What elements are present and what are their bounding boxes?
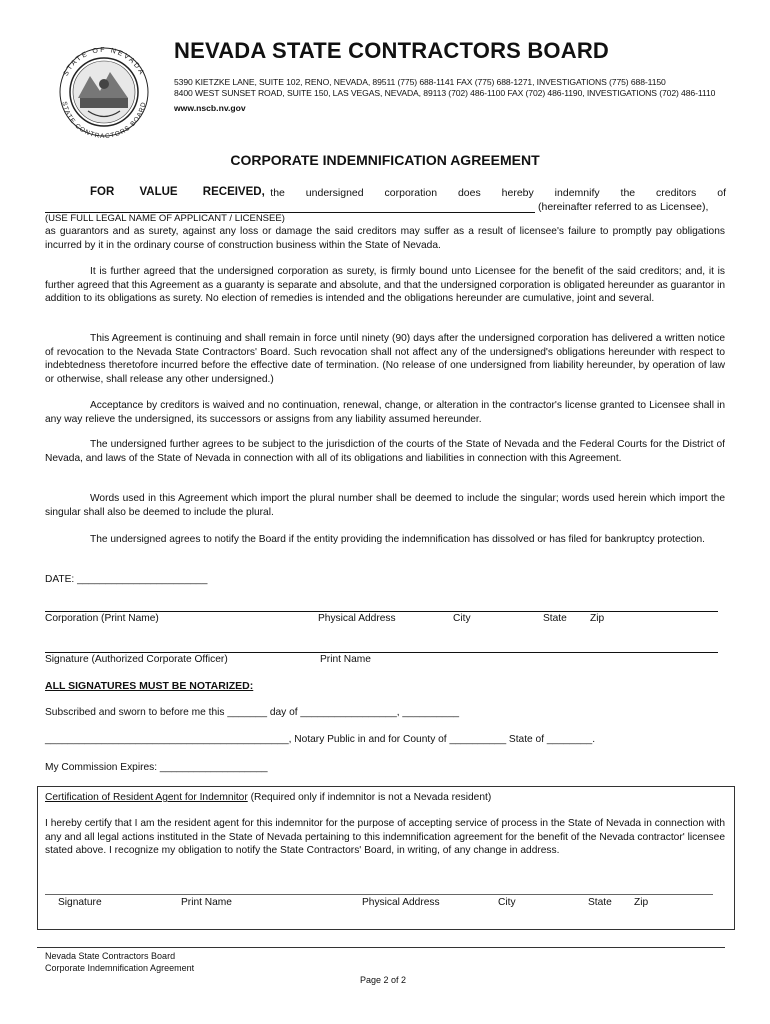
city-label: City — [453, 613, 471, 624]
board-title: NEVADA STATE CONTRACTORS BOARD — [174, 38, 609, 63]
paragraph-7: The undersigned agrees to notify the Board if the entity providing the indemnification has dissolved or has filed for bankruptcy protection. — [90, 534, 706, 545]
page-number: Page 2 of 2 — [360, 975, 407, 985]
seal-text-top: STATE OF NEVADA — [62, 46, 146, 78]
agent-signature-line[interactable] — [45, 894, 713, 895]
notary-line[interactable]: ___________________________________________, Notary Public in and for County of __________ State of ________. — [45, 734, 596, 745]
intro-rest: the undersigned corporation does hereby indemnify the creditors of — [270, 187, 726, 199]
subscribed-line[interactable]: Subscribed and sworn to before me this _______ day of _________________, __________ — [45, 707, 460, 718]
agent-physical-address-label: Physical Address — [362, 897, 440, 908]
officer-signature-label: Signature (Authorized Corporate Officer) — [45, 654, 228, 665]
physical-address-label: Physical Address — [318, 613, 396, 624]
officer-signature-line[interactable] — [45, 652, 718, 653]
paragraph-4: Acceptance by creditors is waived and no continuation, renewal, change, or alteration in the contractor's license granted to Licensee shall in any way relieve the undersigned, its successors or assigns from any liability assumed hereunder. — [45, 400, 725, 425]
address-reno: 5390 KIETZKE LANE, SUITE 102, RENO, NEVADA, 89511 (775) 688-1141 FAX (775) 688-1271, INVESTIGATIONS (775) 688-1150 — [174, 77, 666, 87]
legal-name-note: (USE FULL LEGAL NAME OF APPLICANT / LICENSEE) — [45, 213, 285, 224]
print-name-label: Print Name — [320, 654, 371, 665]
agent-zip-label: Zip — [634, 897, 649, 908]
footer-document-name: Corporate Indemnification Agreement — [45, 963, 195, 973]
zip-label: Zip — [590, 613, 605, 624]
corporation-name-label: Corporation (Print Name) — [45, 613, 159, 624]
certification-heading-row — [45, 792, 491, 803]
state-seal — [48, 36, 160, 148]
agent-city-label: City — [498, 897, 516, 908]
for-value-received: FOR VALUE RECEIVED, — [90, 186, 265, 198]
seal-text-bottom: STATE CONTRACTORS BOARD — [60, 100, 148, 141]
document-title: CORPORATE INDEMNIFICATION AGREEMENT — [230, 152, 540, 168]
date-field[interactable]: DATE: _______________________ — [45, 574, 208, 585]
certification-box — [37, 786, 735, 930]
agent-signature-label: Signature — [58, 897, 102, 908]
agent-print-name-label: Print Name — [181, 897, 232, 908]
paragraph-1: as guarantors and as surety, against any loss or damage the said creditors may suffer as a result of licensee's failure to promptly pay obligations incurred by it in the ordinary course of construction business within the State of Nevada. — [45, 226, 725, 251]
paragraph-5: The undersigned further agrees to be subject to the jurisdiction of the courts of the State of Nevada and the Federal Courts for the District of Nevada, and laws of the State of Nevada in connection with all of its obligations and liabilities in connection with this Agreement. — [45, 439, 725, 464]
certification-heading: Certification of Resident Agent for Indemnitor — [45, 792, 248, 803]
agent-state-label: State — [588, 897, 612, 908]
paragraph-2: It is further agreed that the undersigned corporation as surety, is firmly bound unto Licensee for the benefit of the said creditors; and, it is further agreed that this Agreement as a guaranty is separate and absolute, and that the undersigned corporation is obligated hereunder as guarantor in addition to its obligations as surety. No election of remedies is intended and the obligations hereunder are cumulative, joint and several. — [45, 266, 725, 304]
footer-board-name: Nevada State Contractors Board — [45, 951, 176, 961]
commission-expires-line[interactable]: My Commission Expires: ___________________ — [45, 762, 268, 773]
hereinafter-text: (hereinafter referred to as Licensee), — [538, 201, 709, 213]
address-las-vegas: 8400 WEST SUNSET ROAD, SUITE 150, LAS VEGAS, NEVADA, 89113 (702) 486-1100 FAX (702) 486-1190, INVESTIGATIONS (702) 486-1110 — [174, 88, 716, 98]
intro-line — [90, 186, 726, 199]
corporation-signature-line[interactable] — [45, 611, 718, 612]
notarized-notice: ALL SIGNATURES MUST BE NOTARIZED: — [45, 680, 254, 692]
paragraph-6: Words used in this Agreement which import the plural number shall be deemed to include the singular; words used herein which import the singular shall also be deemed to include the plural. — [45, 493, 725, 518]
footer-divider — [37, 947, 725, 948]
certification-heading-note: (Required only if indemnitor is not a Nevada resident) — [247, 792, 492, 803]
website-link[interactable]: www.nscb.nv.gov — [174, 103, 246, 113]
certification-text: I hereby certify that I am the resident agent for this indemnitor for the purpose of accepting service of process in the State of Nevada in connection with any and all legal actions instituted in the State of Nevada pertaining to this indemnification agreement for the benefit of the Nevada contractor' licensee stated above. I recognize my obligation to notify the State Contractors' Board, in writing, of any change in address. — [45, 818, 725, 856]
state-label: State — [543, 613, 567, 624]
paragraph-3: This Agreement is continuing and shall remain in force until ninety (90) days after the undersigned corporation has delivered a written notice of revocation to the Nevada State Contractors' Board. Such revocation shall not affect any of the undersigned's obligations hereunder with respect to indebtedness theretofore incurred before the effective date of termination. (No release of one undersigned from liability hereunder, by operation of law or otherwise, shall release any other undersigned.) — [45, 333, 725, 385]
